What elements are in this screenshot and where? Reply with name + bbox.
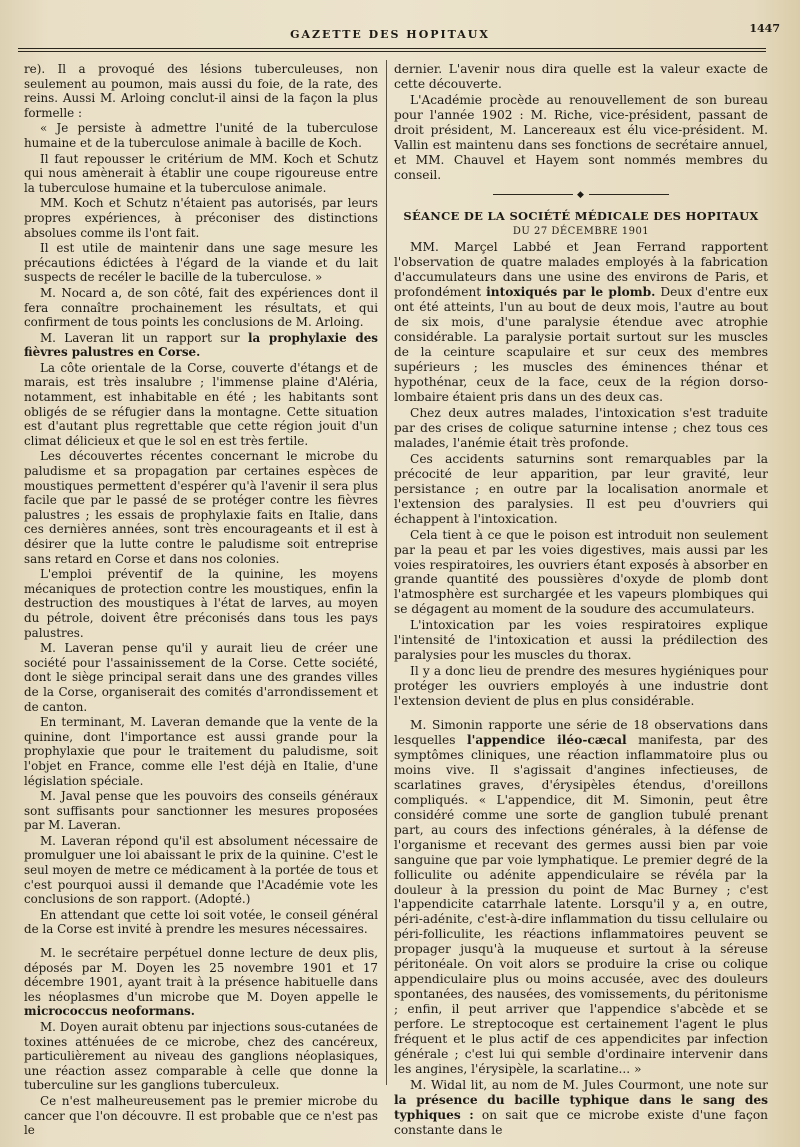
paragraph-labbe xyxy=(394,240,768,404)
spacer xyxy=(24,938,378,946)
section-date: DU 27 DÉCEMBRE 1901 xyxy=(512,225,650,237)
paragraph: En terminant, M. Laveran demande que la vente de la quinine, dont l'importance est aussi grande pour la prophylaxie que pour le traitement du paludisme, soit l'objet en France, comme elle l'est déjà en Italie, d'une législation spéciale. xyxy=(24,715,378,788)
journal-title: GAZETTE DES HOPITAUX xyxy=(290,28,490,41)
paragraph: M. Laveran répond qu'il est absolument nécessaire de promulguer une loi abaissant le prix de la quinine. C'est le seul moyen de metre ce médicament à la portée de tous et c'est pourquoi aussi il demande que l'Académie vote les conclusions de son rapport. (Adopté.) xyxy=(24,833,378,907)
header-rule xyxy=(18,48,766,49)
paragraph: L'emploi préventif de la quinine, les moyens mécaniques de protection contre les moustiques, enfin la destruction des moustiques à l'état de larves, au moyen du pétrole, doivent être préconisés dans tous les pays palustres. xyxy=(24,567,378,640)
page-number: 1447 xyxy=(749,22,780,35)
text: manifesta, par des symptômes cliniques, une réaction inflammatoire plus ou moins vive. Il s'agissait d'angines infectieuses, de scarlatines graves, d'érysipèles étendus, d'oreillons compliqués. « L'appendice, dit M. Simonin, peut être considéré comme une sorte de ganglion tubulé prenant part, au cours des infections générales, à la défense de l'organisme et recevant des germes aussi bien par voie sanguine que par voie lymphatique. Le premier degré de la folliculite ou adénite appendiculaire se révéla par la douleur à la pression du point de Mac Burney ; c'est l'appendicite catarrhale latente. Lorsqu'il y a, en outre, péri-adénite, c'est-à-dire inflammation du tissu cellulaire ou péri-folliculite, les réactions inflammatoires peuvent se propager jusqu'à la muqueuse et surtout à la séreuse péritonéale. On voit alors se produire la crise ou colique appendiculaire plus ou moins accusée, avec des douleurs spontanées, des nausées, des vomissements, du péritonisme ; enfin, il peut arriver que l'appendice s'abcède et se perfore. Le streptocoque est certainement l'agent le plus fréquent et le plus actif de ces appendicites par infection générale ; c'est lui qui semble d'ordinaire intervenir dans les angines, l'érysipèle, la scarlatine... » xyxy=(394,732,768,1076)
bold-topic: la prophylaxie des fièvres palustres en Corse. xyxy=(24,330,378,360)
paragraph: La côte orientale de la Corse, couverte d'étangs et de marais, est très insalubre ; l'immense plaine d'Aléria, notamment, est inhabitable en été ; les habitants sont obligés de se réfugier dans la montagne. Cette situation est d'autant plus regrettable que cette région jouit d'un climat délicieux et que le sol en est très fertile. xyxy=(24,360,378,448)
paragraph: Ce n'est malheureusement pas le premier microbe du cancer que l'on découvre. Il est probable que ce n'est pas le xyxy=(24,1093,378,1138)
header-rule-thin xyxy=(18,51,766,52)
paragraph: Ces accidents saturnins sont remarquables par la précocité de leur apparition, par leur gravité, leur persistance ; en outre par la localisation anormale et l'extension des paralysies. Il est peu d'ouvriers qui échappent à l'intoxication. xyxy=(394,451,768,526)
paragraph: En attendant que cette loi soit votée, le conseil général de la Corse est invité à prendre les mesures nécessaires. xyxy=(24,907,378,937)
paragraph-laveran xyxy=(24,331,378,360)
spacer xyxy=(394,710,768,718)
column-divider xyxy=(386,60,387,1085)
paragraph-doyen xyxy=(24,946,378,1019)
text: M. Simonin rapporte une série de 18 observations dans lesquelles xyxy=(394,718,768,747)
paragraph: M. Nocard a, de son côté, fait des expériences dont il fera connaître prochainement les résultats, et qui confirment de tous points les conclusions de M. Arloing. xyxy=(24,285,378,330)
bold-topic: micrococcus neoformans. xyxy=(24,1004,195,1019)
bold-topic: intoxiqués par le plomb. xyxy=(486,285,656,300)
paragraph: Il est utile de maintenir dans une sage mesure les précautions édictées à l'égard de la viande et du lait suspects de recéler le bacille de la tuberculose. » xyxy=(24,241,378,285)
text: M. Laveran lit un rapport sur xyxy=(40,330,248,345)
section-ornament: ◆ xyxy=(394,188,768,203)
paragraph: re). Il a provoqué des lésions tuberculeuses, non seulement au poumon, mais aussi du foie, de la rate, des reins. Aussi M. Arloing conclut-il ainsi de la façon la plus formelle : xyxy=(24,62,378,120)
paragraph: Il faut repousser le critérium de MM. Koch et Schutz qui nous amènerait à établir une coupe rigoureuse entre la tuberculose humaine et la tuberculose animale. xyxy=(24,151,378,195)
paragraph: MM. Koch et Schutz n'étaient pas autorisés, par leurs propres expériences, à préconiser des distinctions absolues comme ils l'ont fait. xyxy=(24,196,378,240)
paragraph: « Je persiste à admettre l'unité de la tuberculose humaine et de la tuberculose animale à bacille de Koch. xyxy=(24,121,378,150)
paragraph: dernier. L'avenir nous dira quelle est la valeur exacte de cette découverte. xyxy=(394,62,768,91)
paragraph: L'intoxication par les voies respiratoires explique l'intensité de l'intoxication et aussi la prédilection des paralysies pour les muscles du thorax. xyxy=(394,618,768,663)
paragraph: Chez deux autres malades, l'intoxication s'est traduite par des crises de colique saturnine intense ; chez tous ces malades, l'anémie était très profonde. xyxy=(394,405,768,450)
paragraph: Les découvertes récentes concernant le microbe du paludisme et sa propagation par certaines espèces de moustiques permettent d'espérer qu'à l'avenir il sera plus facile que par le passé de se protéger contre les fièvres palustres ; les essais de prophylaxie faits en Italie, dans ces dernières années, sont très encourageants et il est à désirer que la lutte contre le paludisme soit entreprise sans retard en Corse et dans nos colonies. xyxy=(24,449,378,566)
right-column xyxy=(394,62,768,1139)
bold-topic: la présence du bacille typhique dans le sang des typhiques : xyxy=(394,1092,768,1122)
text: Deux d'entre eux ont été atteints, l'un au bout de deux mois, l'autre au bout de six mois, d'une paralysie étendue avec atrophie considérable. La paralysie portait surtout sur les muscles de la ceinture scapulaire et sur ceux des membres supérieurs ; les muscles des éminences thénar et hypothénar, ceux de la face, ceux de la région dorso-lombaire étaient pris dans un des deux cas. xyxy=(394,285,768,405)
text: M. le secrétaire perpétuel donne lecture de deux plis, déposés par M. Doyen les 25 novembre 1901 et 17 décembre 1901, ayant trait à la présence habituelle dans les néoplasmes d'un microbe que M. Doyen appelle le xyxy=(24,946,378,1004)
paragraph: Cela tient à ce que le poison est introduit non seulement par la peau et par les voies digestives, mais aussi par les voies respiratoires, les ouvriers étant exposés à absorber en grande quantité des poussières d'oxyde de plomb dont l'atmosphère est surchargée et les vapeurs plombiques qui se dégagent au moment de la soudure des accumulateurs. xyxy=(394,527,768,617)
left-column xyxy=(24,62,378,1139)
section-title: SÉANCE DE LA SOCIÉTÉ MÉDICALE DES HOPITAUX xyxy=(403,208,759,223)
paragraph: Il y a donc lieu de prendre des mesures hygiéniques pour protéger les ouvriers employés à une industrie dont l'extension devient de plus en plus considérable. xyxy=(394,664,768,709)
paragraph-simonin xyxy=(394,718,768,1077)
page-header xyxy=(110,22,780,50)
paragraph: M. Doyen aurait obtenu par injections sous-cutanées de toxines atténuées de ce microbe, chez des cancéreux, particulièrement au niveau des ganglions néoplasiques, une réaction assez comparable à celle que donne la tuberculine sur les ganglions tuberculeux. xyxy=(24,1020,378,1093)
bold-topic: l'appendice iléo-cæcal xyxy=(467,732,627,747)
text: on sait que ce microbe existe d'une façon constante dans le xyxy=(394,1107,768,1137)
paragraph: L'Académie procède au renouvellement de son bureau pour l'année 1902 : M. Riche, vice-président, passant de droit président, M. Lancereaux est élu vice-président. M. Vallin est maintenu dans ses fonctions de secrétaire annuel, et MM. Chauvel et Hayem sont nommés membres du conseil. xyxy=(394,92,768,182)
paragraph-widal xyxy=(394,1078,768,1138)
text: M. Widal lit, au nom de M. Jules Courmont, une note sur xyxy=(410,1077,768,1092)
paragraph: M. Laveran pense qu'il y aurait lieu de créer une société pour l'assainissement de la Corse. Cette société, dont le siège principal serait dans une des grandes villes de la Corse, organiserait des comités d'arrondissement et de canton. xyxy=(24,641,378,714)
text: MM. Marçel Labbé et Jean Ferrand rapportent l'observation de quatre malades employés à la fabrication d'accumulateurs dans une usine des environs de Paris, et profondément xyxy=(394,240,768,300)
paragraph: M. Javal pense que les pouvoirs des conseils généraux sont suffisants pour sanctionner les mesures proposées par M. Laveran. xyxy=(24,789,378,833)
